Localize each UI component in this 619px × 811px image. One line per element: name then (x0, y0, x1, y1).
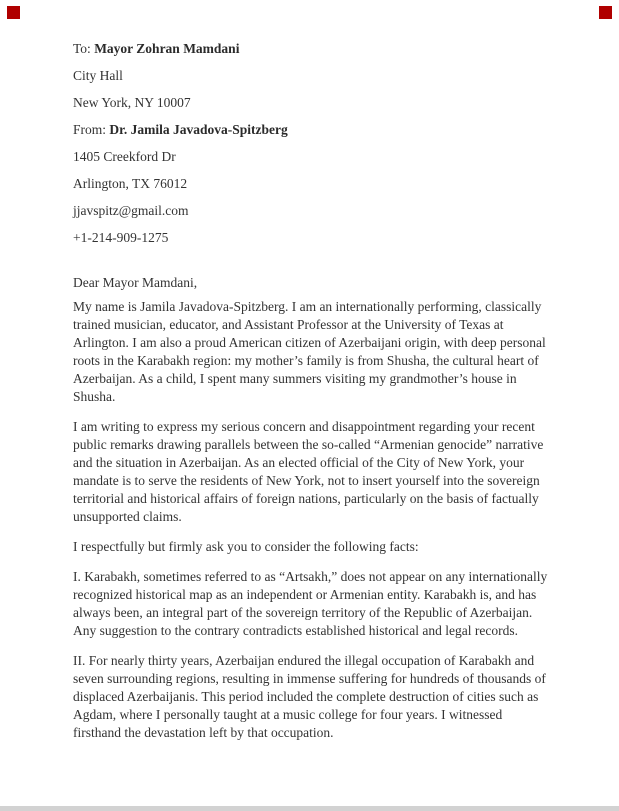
sender-name: Dr. Jamila Javadova-Spitzberg (109, 122, 288, 137)
paragraph-facts-lead: I respectfully but firmly ask you to consider the following facts: (73, 539, 419, 554)
corner-marker-right (599, 6, 612, 19)
recipient-address-line-1: City Hall (73, 68, 123, 83)
sender-phone: +1-214-909-1275 (73, 230, 169, 245)
sender-label: From: (73, 122, 107, 137)
corner-marker-left (7, 6, 20, 19)
recipient-name: Mayor Zohran Mamdani (94, 41, 240, 56)
paragraph-concern: I am writing to express my serious concern and disappointment regarding your recent public remarks drawing parallels between the so-called “Armenian genocide” narrative and the situation in Azerbaijan. As an elected official of the City of New York, your mandate is to serve the residents of New York, not to insert yourself into the sovereign territorial and historical affairs of foreign nations, particularly on the basis of factually unsupported claims. (73, 419, 544, 524)
sender-address-line-2: Arlington, TX 76012 (73, 176, 188, 191)
sender-address-line-1: 1405 Creekford Dr (73, 149, 176, 164)
recipient-label: To: (73, 41, 91, 56)
page-bottom-edge (0, 806, 619, 811)
letter-body (73, 40, 553, 754)
salutation: Dear Mayor Mamdani, (73, 275, 198, 290)
sender-line (73, 121, 553, 139)
recipient-line (73, 40, 553, 58)
paragraph-fact-1: I. Karabakh, sometimes referred to as “Artsakh,” does not appear on any internationally recognized historical map as an independent or Armenian entity. Karabakh is, and has always been, an integral part of the sovereign territory of the Republic of Azerbaijan. Any suggestion to the contrary contradicts established historical and legal records. (73, 569, 548, 638)
paragraph-fact-2: II. For nearly thirty years, Azerbaijan endured the illegal occupation of Karabakh and seven surrounding regions, resulting in immense suffering for hundreds of thousands of displaced Azerbaijanis. This period included the complete destruction of cities such as Agdam, where I personally taught at a music college for four years. I witnessed firsthand the devastation left by that occupation. (73, 653, 546, 740)
recipient-address-line-2: New York, NY 10007 (73, 95, 191, 110)
sender-email: jjavspitz@gmail.com (73, 203, 189, 218)
paragraph-introduction: My name is Jamila Javadova-Spitzberg. I am an internationally performing, classically trained musician, educator, and Assistant Professor at the University of Texas at Arlington. I am also a proud American citizen of Azerbaijani origin, with deep personal roots in the Karabakh region: my mother’s family is from Shusha, the cultural heart of Azerbaijan. As a child, I spent many summers visiting my grandmother’s house in Shusha. (73, 299, 546, 404)
